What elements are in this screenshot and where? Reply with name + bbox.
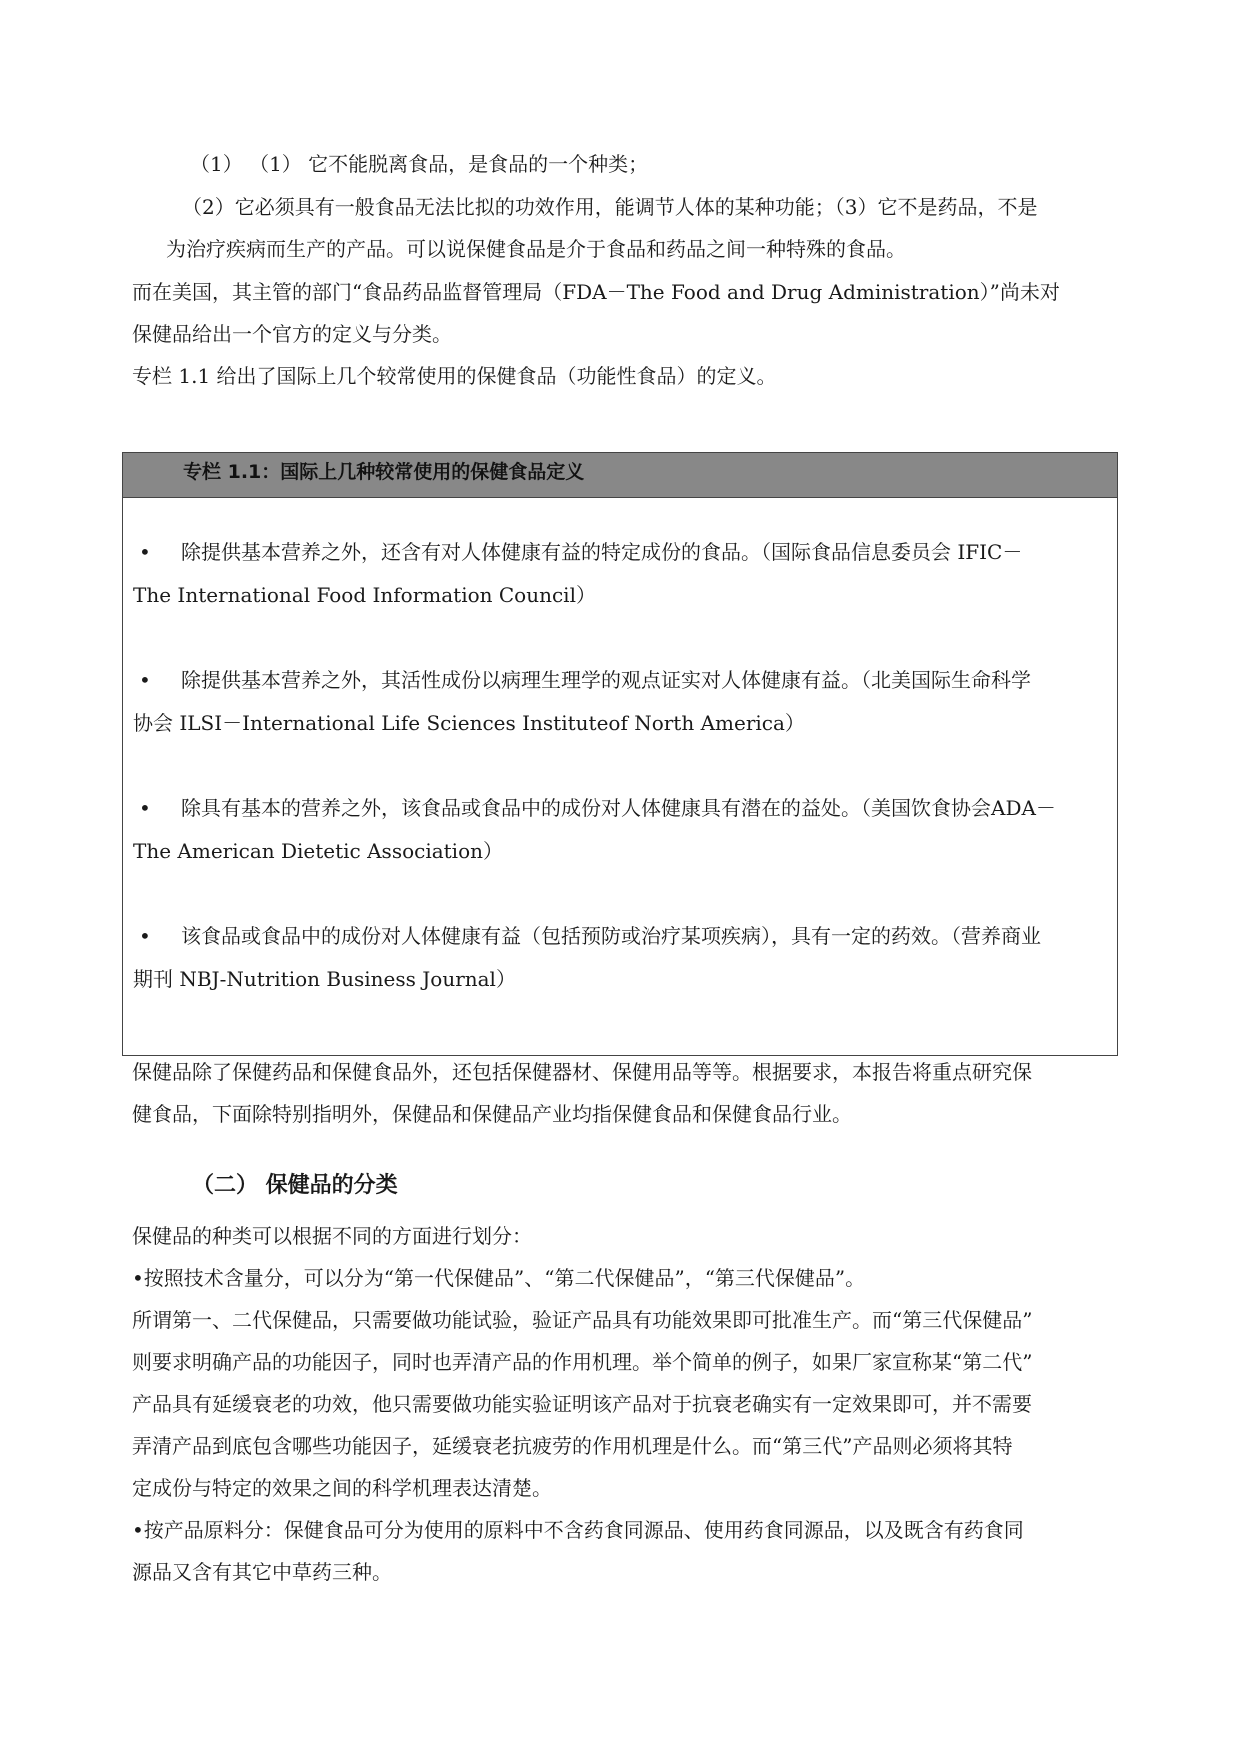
definition-line-2: 协会 ILSI－International Life Sciences Instituteof North America） <box>133 711 805 735</box>
definition-text: 该食品或食品中的成份对人体健康有益（包括预防或治疗某项疾病），具有一定的药效。（营养商业 <box>181 924 1041 948</box>
intro-line-1: （1） （1） 它不能脱离食品，是食品的一个种类； <box>190 152 649 176</box>
section-line: 保健品的种类可以根据不同的方面进行划分： <box>132 1224 532 1248</box>
sidebar-box <box>122 452 1118 1056</box>
definition-item <box>133 787 1113 873</box>
intro-line-3: 为治疗疾病而生产的产品。可以说保健食品是介于食品和药品之间一种特殊的食品。 <box>166 237 906 261</box>
definition-text: 除提供基本营养之外，其活性成份以病理生理学的观点证实对人体健康有益。（北美国际生命科学 <box>181 668 1031 692</box>
definition-item <box>133 915 1113 1001</box>
definition-line-1 <box>133 915 1113 958</box>
section-line: 源品又含有其它中草药三种。 <box>132 1560 392 1584</box>
definition-line-2: The American Dietetic Association） <box>133 839 503 863</box>
definition-text: 除提供基本营养之外，还含有对人体健康有益的特定成份的食品。（国际食品信息委员会 IFIC－ <box>181 540 1023 564</box>
definition-line-1 <box>133 787 1113 830</box>
intro-line-2: （2）它必须具有一般食品无法比拟的功效作用，能调节人体的某种功能；（3）它不是药品，不是 <box>182 195 1038 219</box>
definition-line-1 <box>133 659 1113 702</box>
definition-item <box>133 531 1113 617</box>
intro-line-4: 而在美国，其主管的部门“食品药品监督管理局（FDA－The Food and Drug Administration）”尚未对 <box>132 280 1060 304</box>
section-line: 弄清产品到底包含哪些功能因子，延缓衰老抗疲劳的作用机理是什么。而“第三代”产品则必须将其特 <box>132 1434 1013 1458</box>
section-line: •按产品原料分：保健食品可分为使用的原料中不含药食同源品、使用药食同源品，以及既含有药食同 <box>132 1518 1024 1542</box>
bullet-icon: • <box>139 540 151 564</box>
bullet-icon: • <box>139 668 151 692</box>
section-line: 定成份与特定的效果之间的科学机理表达清楚。 <box>132 1476 552 1500</box>
box-title: 专栏 1.1：国际上几种较常使用的保健食品定义 <box>123 453 1117 498</box>
section-line: 所谓第一、二代保健品，只需要做功能试验，验证产品具有功能效果即可批准生产。而“第三代保健品” <box>132 1308 1033 1332</box>
section-heading: （二） 保健品的分类 <box>192 1173 398 1198</box>
intro-line-6: 专栏 1.1 给出了国际上几个较常使用的保健食品（功能性食品）的定义。 <box>132 364 777 388</box>
bullet-icon: • <box>139 796 151 820</box>
after-box-line-2: 健食品，下面除特别指明外，保健品和保健品产业均指保健食品和保健食品行业。 <box>132 1102 852 1126</box>
section-line: 产品具有延缓衰老的功效，他只需要做功能实验证明该产品对于抗衰老确实有一定效果即可，并不需要 <box>132 1392 1032 1416</box>
definition-line-1 <box>133 531 1113 574</box>
definition-line-2: 期刊 NBJ-Nutrition Business Journal） <box>133 967 516 991</box>
section-line: •按照技术含量分，可以分为“第一代保健品”、“第二代保健品”，“第三代保健品”。 <box>132 1266 866 1290</box>
section-line: 则要求明确产品的功能因子，同时也弄清产品的作用机理。举个简单的例子，如果厂家宣称某“第二代” <box>132 1350 1033 1374</box>
bullet-icon: • <box>139 924 151 948</box>
intro-line-5: 保健品给出一个官方的定义与分类。 <box>132 322 452 346</box>
after-box-line-1: 保健品除了保健药品和保健食品外，还包括保健器材、保健用品等等。根据要求，本报告将重点研究保 <box>132 1060 1032 1084</box>
definition-text: 除具有基本的营养之外，该食品或食品中的成份对人体健康具有潜在的益处。（美国饮食协会ADA－ <box>181 796 1056 820</box>
definition-line-2: The International Food Information Council） <box>133 583 596 607</box>
definition-item <box>133 659 1113 745</box>
